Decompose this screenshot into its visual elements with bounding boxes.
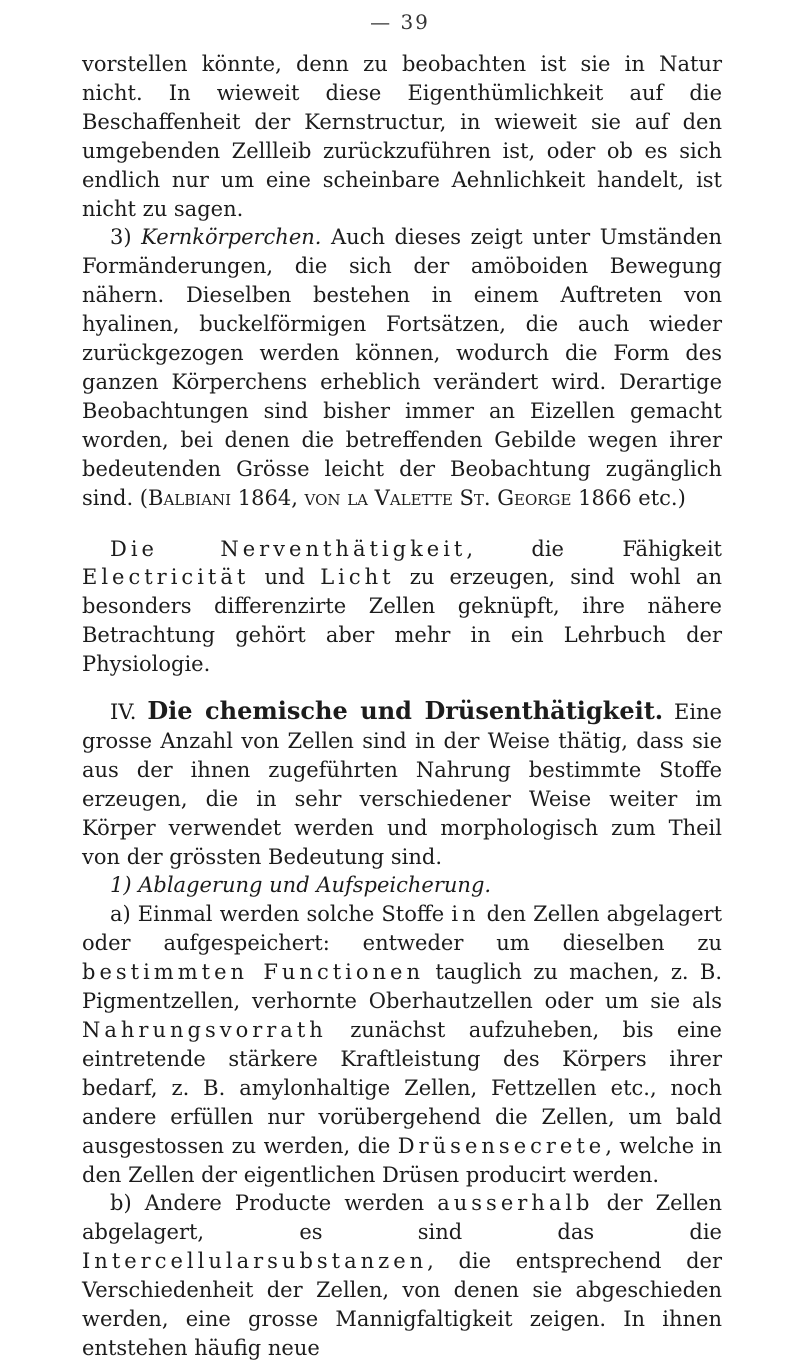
spaced-term: ausserhalb: [437, 1191, 594, 1216]
section-number: IV.: [110, 700, 137, 725]
section-heading: Die chemische und Drüsenthätigkeit.: [147, 696, 664, 726]
paragraph-text: zu erzeugen, sind wohl an besonders differenzirte Zellen geknüpft, ihre nähere Betrachtung gehört aber mehr in ein Lehrbuch der Physiologie.: [82, 565, 723, 677]
paragraph-text: und: [249, 565, 321, 590]
paragraph-text: a) Einmal werden solche Stoffe: [110, 902, 452, 927]
document-body: [82, 50, 722, 1363]
paragraph-text: tauglich zu machen, z. B. Pigmentzellen, verhornte Oberhautzellen oder um sie als: [82, 960, 722, 1014]
page-number: — 39: [370, 10, 430, 34]
citation: Balbiani 1864, von la Valette St. George 1866: [148, 485, 632, 510]
subsection-title: [82, 871, 722, 900]
section-number: 3): [110, 225, 132, 250]
paragraph-text: , die entsprechend der Verschiedenheit der Zellen, von denen sie abgeschieden werden, eine grosse Mannigfaltigkeit zeigen. In ihnen entstehen häufig neue: [82, 1249, 722, 1360]
paragraph-text: Auch dieses zeigt unter Umständen Formänderungen, die sich der amöboiden Bewegung nähern. Dieselben bestehen in einem Auftreten von hyalinen, buckelförmigen Fortsätzen, die auch wieder zurückgezogen werden können, wodurch die Form des ganzen Körperchens erheblich verändert wird. Derartige Beobachtungen sind bisher immer an Eizellen gemacht worden, bei denen die betreffenden Gebilde wegen ihrer bedeutenden Grösse leicht der Beobachtung zugänglich sind. (: [82, 225, 722, 510]
paragraph-gap: [82, 679, 722, 697]
paragraph-text: b) Andere Producte werden: [110, 1191, 438, 1216]
paragraph-text: , die Fähigkeit: [466, 536, 722, 561]
paragraph-text: vorstellen könnte, denn zu beobachten ist sie in Natur nicht. In wieweit diese Eigenthümlichkeit auf die Beschaffenheit der Kernstructur, in wieweit sie auf den umgebenden Zellleib zurückzuführen ist, oder ob es sich endlich nur um eine scheinbare Aehnlichkeit handelt, ist nicht zu sagen.: [82, 52, 722, 221]
paragraph-kernkoerperchen: [82, 223, 722, 512]
paragraph-text: den Zellen abgelagert oder aufgespeichert: entweder um dieselben zu: [82, 902, 723, 956]
paragraph-section-iv: [82, 697, 722, 871]
paragraph-text: Eine grosse Anzahl von Zellen sind in der Weise thätig, dass sie aus der ihnen zugeführten Nahrung bestimmte Stoffe erzeugen, die in sehr verschiedener Weise weiter im Körper verwendet werden und morphologisch zum Theil von der grössten Bedeutung sind.: [82, 700, 722, 869]
section-title: Kernkörperchen.: [141, 225, 322, 250]
paragraph-continuation: [82, 50, 722, 223]
paragraph-text: der Zellen abgelagert, es sind das die: [82, 1191, 722, 1245]
paragraph-gap: [82, 513, 722, 535]
paragraph-text: etc.): [631, 485, 686, 510]
spaced-term: Drüsensecrete: [397, 1133, 606, 1158]
spaced-term: Nahrungsvorrath: [82, 1018, 327, 1042]
paragraph-nerventhaetigkeit: [82, 535, 722, 680]
spaced-term: Licht: [320, 565, 395, 590]
page-number-value: 39: [400, 10, 430, 34]
paragraph-a: [82, 900, 722, 1189]
spaced-term: in: [451, 902, 480, 927]
paragraph-text: , welche in den Zellen der eigentlichen Drüsen producirt werden.: [82, 1133, 722, 1187]
spaced-term: Intercellularsubstanzen: [82, 1249, 428, 1274]
spaced-term: bestimmten Functionen: [82, 960, 424, 985]
paragraph-b: [82, 1189, 722, 1362]
subsection-title-text: 1) Ablagerung und Aufspeicherung.: [110, 873, 492, 898]
spaced-term: Die Nerventhätigkeit: [110, 536, 467, 561]
spaced-term: Electricität: [82, 565, 250, 590]
paragraph-text: zunächst aufzuheben, bis eine eintretende stärkere Kraftleistung des Körpers ihrer bedarf, z. B. amylonhaltige Zellen, Fettzellen etc., noch andere erfüllen nur vorübergehend die Zellen, um bald ausgestossen zu werden, die: [82, 1018, 722, 1158]
